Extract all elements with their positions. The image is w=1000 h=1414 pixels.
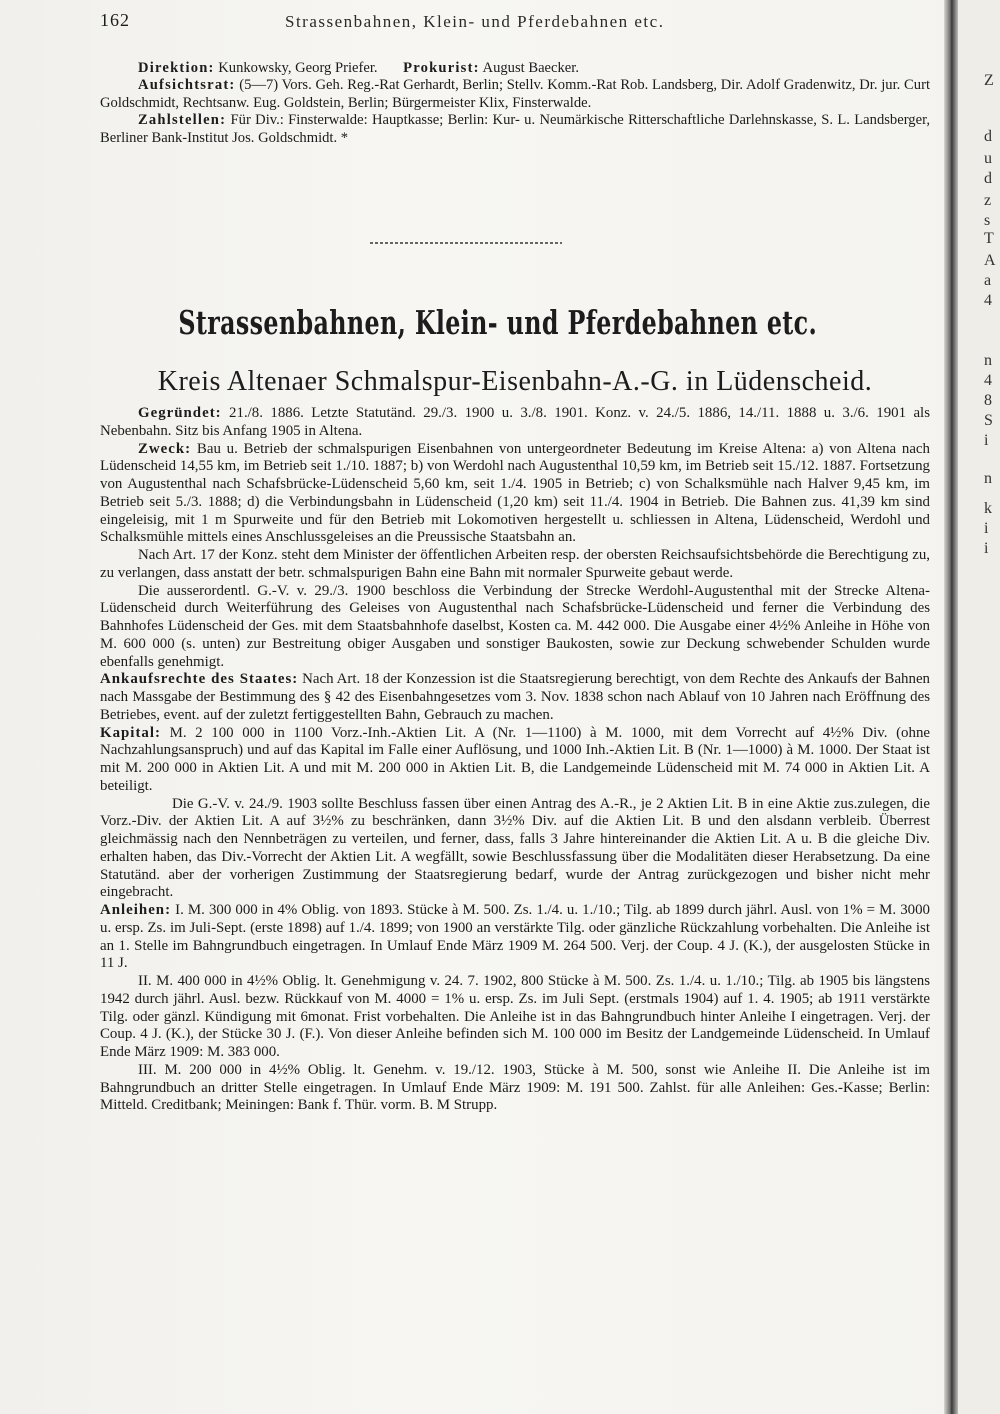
aufsichtsrat-text: (5—7) Vors. Geh. Reg.-Rat Gerhardt, Berlin; Stellv. Komm.-Rat Rob. Landsberg, Dir. Adolf Gradenwitz, Dr. jur. Curt Goldschmidt, Rechtsanw. Eug. Goldstein, Berlin; Bürgermeister Klix, Finsterwalde. [100,77,930,111]
prokurist-text: August Baecker. [482,60,579,76]
anleihen-label: Anleihen: [100,902,172,918]
facing-page-letter: S [984,412,993,429]
zweck-label: Zweck: [138,440,192,457]
kapital-label: Kapital: [100,724,161,741]
facing-page-letter: 8 [984,392,992,409]
paragraph-gv-1903: Die G.-V. v. 24./9. 1903 sollte Beschluss fassen über einen Antrag des A.-R., je 2 Aktien Lit. B in eine Aktie zus.zulegen, die Vorz.-Div. der Aktien Lit. A auf 3½% zu beschränken, dann 3½% Div. auf die Aktien Lit. B und den alsdann verbleib. Überrest gleichmässig nach den Nennbeträgen zu verteilen, und ferner, dass, falls 3 Jahre hintereinander die Aktien Lit. A u. B die gleiche Div. erhalten haben, das Div.-Vorrecht der Aktien Lit. A wegfällt, sowie Beschlussfassung über die Modalitäten dieser Herabsetzung. Da eine Statutänd. aber der vorherigen Zustimmung der Staatsregierung bedarf, wurde der Antrag zurückgezogen und bisher nicht mehr eingebracht. [100,795,930,901]
company-entry [100,405,930,1115]
running-header [100,10,930,36]
company-title: Kreis Altenaer Schmalspur-Eisenbahn-A.-G. in Lüdenscheid. [157,366,873,397]
paragraph-art17: Nach Art. 17 der Konz. steht dem Minister der öffentlichen Arbeiten resp. der obersten Reichsaufsichtsbehörde die Berechtigung zu, zu verlangen, dass anstatt der betr. schmalspurigen Bahn eine Bahn mit normaler Spurweite gebaut werde. [100,547,930,581]
zahlstellen-text: Für Div.: Finsterwalde: Hauptkasse; Berlin: Kur- u. Neumärkische Ritterschaftliche Darlehnskasse, S. L. Landsberger, Berliner Bank-Institut Jos. Goldschmidt. * [100,112,930,146]
book-gutter [944,0,958,1414]
facing-page-letter: n [984,352,992,369]
running-title: Strassenbahnen, Klein- und Pferdebahnen etc. [285,12,665,31]
facing-page-letter: A [984,252,996,269]
facing-page-letter: n [984,470,992,487]
facing-page-letter: s [984,212,991,229]
direktion-label: Direktion: [138,60,215,76]
facing-page-letter: i [984,540,989,557]
kapital-text: M. 2 100 000 in 1100 Vorz.-Inh.-Aktien Lit. A (Nr. 1—1100) à M. 1000, mit dem Vorrecht auf 4½% Div. (ohne Nachzahlungsanspruch) und auf das Kapital im Falle einer Auflösung, und 1000 Inh.-Aktien Lit. B (Nr. 1—1000) à M. 1000. Der Staat ist mit M. 200 000 in Aktien Lit. A und mit M. 200 000 in Aktien Lit. B, die Landgemeinde Lüdenscheid mit M. 74 000 in Aktien Lit. A beteiligt. [100,724,930,794]
facing-page-letter: 4 [984,372,992,389]
section-divider [370,242,562,244]
section-title: Strassenbahnen, Klein- und Pferdebahnen etc. [178,303,818,342]
page-number: 162 [100,10,130,30]
paragraph-gv-1900: Die ausserordentl. G.-V. v. 29./3. 1900 beschloss die Verbindung der Strecke Werdohl-Augustenthal mit der Strecke Altena-Lüdenscheid durch Weiterführung des Geleises von Augustenthal nach Schafsbrücke-Lüdenscheid und ferner die Verbindung des Bahnhofes Lüdenscheid der Ges. mit dem Staatsbahnhofe daselbst, Kosten ca. M. 442 000. Die Ausgabe einer 4½% Anleihe in Höhe von M. 600 000 (s. unten) zur Bestreitung obiger Ausgaben und sonstiger Baukosten, sowie zur Deckung schwebender Schulden wurde ebenfalls genehmigt. [100,582,930,670]
aufsichtsrat-label: Aufsichtsrat: [138,77,236,94]
anleihe-i-text: I. M. 300 000 in 4% Oblig. von 1893. Stücke à M. 500. Zs. 1./4. u. 1./10.; Tilg. ab 1899 durch jährl. Ausl. von 1% = M. 3000 u. ersp. Zs. im Juli-Sept. (erste 1898) auf 1./4. 1899; von 1900 an verstärkte Tilg. oder gänzliche Rückzahlung vorbehalten. Die Anleihe ist an 1. Stelle im Bahngrundbuch eingetragen. In Umlauf Ende März 1909 M. 264 500. Verj. der Coup. 4 J. (K.), der ausgelosten Stücke in 11 J. [100,902,930,972]
facing-page-letter: i [984,520,989,537]
facing-page-letter: Z [984,72,994,89]
facing-page-letter: d [984,170,992,187]
facing-page-letter: u [984,150,992,167]
previous-entry [100,60,930,147]
facing-page-letter: z [984,192,992,209]
prokurist-label: Prokurist: [403,60,480,76]
direktion-text: Kunkowsky, Georg Priefer. [218,60,378,76]
ankaufsrechte-text: Nach Art. 18 der Konzession ist die Staatsregierung berechtigt, von dem Rechte des Ankaufs der Bahnen nach Massgabe der Bestimmung des § 42 des Eisenbahngesetzes vom 3. Nov. 1838 schon nach Ablauf von 10 Jahren nach Eröffnung des Betriebes, event. auf der zuletzt fertiggestellten Bahn, Gebrauch zu machen. [100,671,930,723]
facing-page-letter: T [984,230,994,247]
gegruendet-text: 21./8. 1886. Letzte Statutänd. 29./3. 1900 u. 3./8. 1901. Konz. v. 24./5. 1886, 14./11. 1888 u. 3./6. 1901 als Nebenbahn. Sitz bis Anfang 1905 in Altena. [100,405,930,439]
facing-page-letter: 4 [984,292,992,309]
facing-page-letter: i [984,432,989,449]
gegruendet-label: Gegründet: [138,405,222,421]
facing-page-letter: a [984,272,992,289]
zahlstellen-label: Zahlstellen: [138,112,227,129]
facing-page-letter: d [984,128,992,145]
facing-page-letter: k [984,500,992,517]
zweck-text: Bau u. Betrieb der schmalspurigen Eisenbahnen von untergeordneter Bedeutung im Kreise Altena: a) von Altena nach Lüdenscheid 14,55 km, im Betrieb seit 1./10. 1887; b) von Werdohl nach Augustenthal 10,59 km, im Betrieb seit 15./12. 1887. Fortsetzung von Augustenthal nach Schafsbrücke-Lüdenscheid 5,60 km, seit 1./4. 1905 in Betrieb; c) von Schalksmühle nach Halver 9,45 km, im Betrieb seit 5./3. 1888; d) die Verbindungsbahn in Lüdenscheid (1,20 km) seit 11./4. 1904 in Betrieb. Die Bahnen zus. 41,39 km sind eingeleisig, mit 1 m Spurweite und für den Betrieb mit Lokomotiven hergestellt u. schliessen in Altena, Lüdenscheid, Werdohl und Schalksmühle mittels eines Anschlussgeleises an die Preussische Staatsbahn an. [100,440,930,546]
facing-page-edge [958,0,1000,1414]
ankaufsrechte-label: Ankaufsrechte des Staates: [100,671,299,688]
anleihe-ii-text: II. M. 400 000 in 4½% Oblig. lt. Genehmigung v. 24. 7. 1902, 800 Stücke à M. 500. Zs. 1./4. u. 1./10.; Tilg. ab 1905 bis längstens 1942 durch jährl. Ausl. bezw. Rückkauf von M. 4000 = 1% u. ersp. Zs. im Juli Sept. (erstmals 1904) auf 1. 4. 1905; ab 1911 verstärkte Tilg. oder gänzl. Kündigung mit 6monat. Frist vorbehalten. Die Anleihe ist in das Bahngrundbuch hinter Anleihe I eingetragen. Verj. der Coup. 4 J. (K.), der Stücke 30 J. (F.). Von dieser Anleihe befinden sich M. 100 000 im Besitz der Landgemeinde Lüdenscheid. In Umlauf Ende März 1909: M. 383 000. [100,973,930,1060]
anleihe-iii-text: III. M. 200 000 in 4½% Oblig. lt. Genehm. v. 19./12. 1903, Stücke à M. 500, sonst wie Anleihe II. Die Anleihe ist im Bahngrundbuch an dritter Stelle eingetragen. In Umlauf Ende März 1909: M. 191 500. Zahlst. für alle Anleihen: Ges.-Kasse; Berlin: Mitteld. Creditbank; Meiningen: Bank f. Thür. vorm. B. M Strupp. [100,1061,930,1114]
